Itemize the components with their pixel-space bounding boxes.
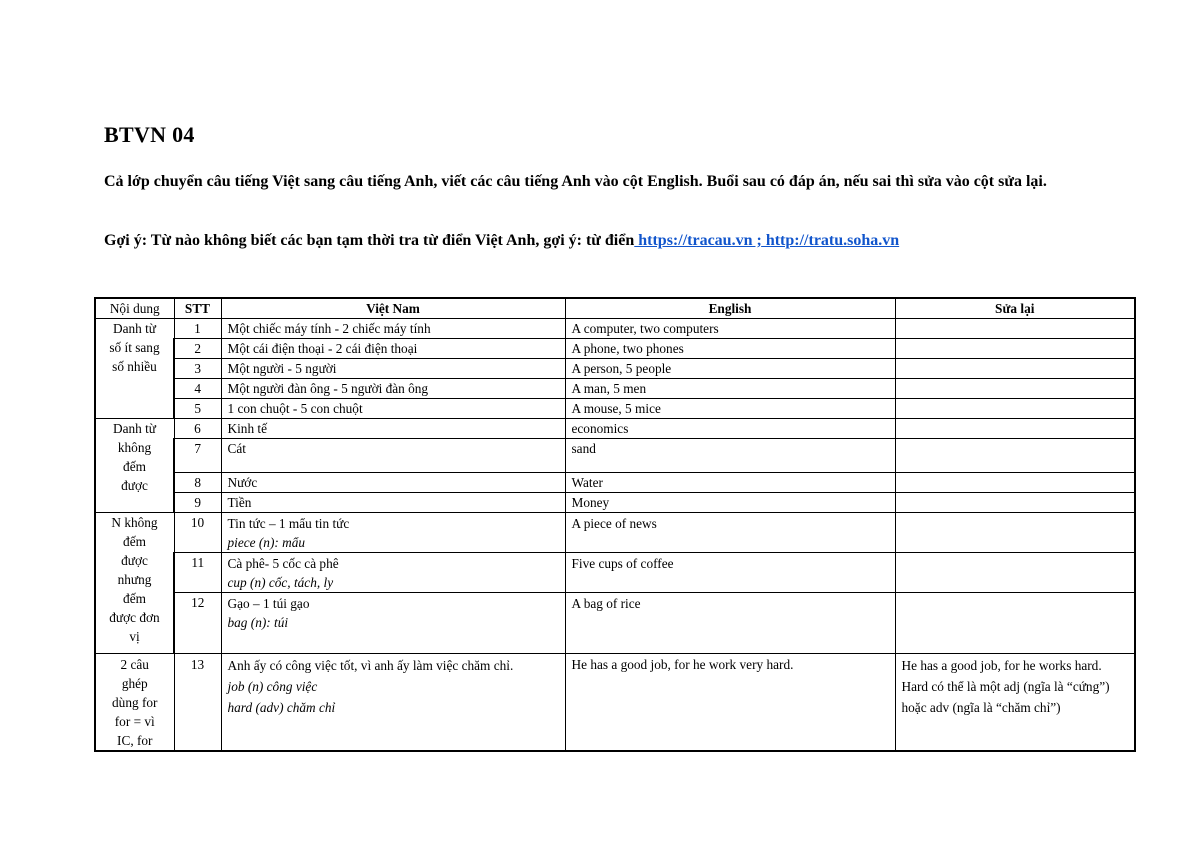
tratu-link[interactable]: http://tratu.soha.vn <box>761 232 900 249</box>
vietnam-cell: Một cái điện thoại - 2 cái điện thoại <box>221 339 565 359</box>
stt-cell: 4 <box>174 379 221 399</box>
category-cell: 2 câu ghép dùng for for = vì IC, for <box>95 654 174 752</box>
fix-cell[interactable] <box>895 513 1135 553</box>
header-english: English <box>565 298 895 319</box>
english-cell[interactable]: Five cups of coffee <box>565 553 895 593</box>
hint-paragraph <box>104 230 1114 252</box>
header-fix: Sửa lại <box>895 298 1135 319</box>
vietnam-cell: Anh ấy có công việc tốt, vì anh ấy làm việc chăm chỉ. job (n) công việc hard (adv) chăm chỉ <box>221 654 565 752</box>
category-cell: Danh từ số ít sang số nhiều <box>95 319 174 419</box>
english-cell[interactable]: He has a good job, for he work very hard. <box>565 654 895 752</box>
english-cell[interactable]: A piece of news <box>565 513 895 553</box>
table-row <box>95 473 1135 493</box>
stt-cell: 12 <box>174 593 221 654</box>
table-header-row <box>95 298 1135 319</box>
fix-cell[interactable] <box>895 439 1135 473</box>
stt-cell: 1 <box>174 319 221 339</box>
vocab-note: piece (n): mẩu <box>227 535 306 550</box>
stt-cell: 5 <box>174 399 221 419</box>
table-row <box>95 493 1135 513</box>
vietnam-cell: Cát <box>221 439 565 473</box>
table-row <box>95 439 1135 473</box>
table-row <box>95 654 1135 752</box>
stt-cell: 9 <box>174 493 221 513</box>
vietnam-cell: Gạo – 1 túi gạo bag (n): túi <box>221 593 565 654</box>
fix-cell[interactable] <box>895 339 1135 359</box>
table-row <box>95 379 1135 399</box>
table-row <box>95 359 1135 379</box>
stt-cell: 7 <box>174 439 221 473</box>
english-cell[interactable]: A man, 5 men <box>565 379 895 399</box>
vietnam-cell: Một người - 5 người <box>221 359 565 379</box>
english-cell[interactable]: A mouse, 5 mice <box>565 399 895 419</box>
fix-cell[interactable] <box>895 319 1135 339</box>
fix-cell[interactable] <box>895 593 1135 654</box>
fix-cell[interactable] <box>895 379 1135 399</box>
stt-cell: 10 <box>174 513 221 553</box>
category-cell: Danh từ không đếm được <box>95 419 174 513</box>
stt-cell: 8 <box>174 473 221 493</box>
page-title: BTVN 04 <box>104 122 195 147</box>
header-category: Nội dung <box>95 298 174 319</box>
vietnam-cell: 1 con chuột - 5 con chuột <box>221 399 565 419</box>
stt-cell: 3 <box>174 359 221 379</box>
fix-cell[interactable] <box>895 359 1135 379</box>
vietnam-cell: Một người đàn ông - 5 người đàn ông <box>221 379 565 399</box>
table-row <box>95 513 1135 553</box>
vietnam-cell: Kinh tế <box>221 419 565 439</box>
vietnam-cell: Một chiếc máy tính - 2 chiếc máy tính <box>221 319 565 339</box>
table-row <box>95 399 1135 419</box>
table-row <box>95 339 1135 359</box>
hint-text: Gợi ý: Từ nào không biết các bạn tạm thời tra từ điển Việt Anh, gợi ý: từ điển <box>104 232 635 249</box>
vocab-note: cup (n) cốc, tách, ly <box>227 575 334 590</box>
english-cell[interactable]: A person, 5 people <box>565 359 895 379</box>
vocab-note: bag (n): túi <box>227 615 289 630</box>
tracau-link[interactable]: https://tracau.vn <box>634 232 753 249</box>
vietnam-cell: Nước <box>221 473 565 493</box>
vocab-note: hard (adv) chăm chỉ <box>227 700 336 715</box>
category-cell: N không đếm được nhưng đếm được đơn vị <box>95 513 174 654</box>
english-cell[interactable]: A computer, two computers <box>565 319 895 339</box>
worksheet-table <box>94 297 1136 752</box>
fix-cell[interactable] <box>895 399 1135 419</box>
stt-cell: 11 <box>174 553 221 593</box>
english-cell[interactable]: A phone, two phones <box>565 339 895 359</box>
english-cell[interactable]: Water <box>565 473 895 493</box>
english-cell[interactable]: Money <box>565 493 895 513</box>
fix-cell[interactable] <box>895 553 1135 593</box>
vietnam-cell: Tin tức – 1 mẩu tin tức piece (n): mẩu <box>221 513 565 553</box>
vietnam-cell: Tiền <box>221 493 565 513</box>
english-cell[interactable]: economics <box>565 419 895 439</box>
header-stt: STT <box>174 298 221 319</box>
table-row <box>95 319 1135 339</box>
english-cell[interactable]: A bag of rice <box>565 593 895 654</box>
english-cell[interactable]: sand <box>565 439 895 473</box>
stt-cell: 2 <box>174 339 221 359</box>
instructions-paragraph: Cả lớp chuyển câu tiếng Việt sang câu tiếng Anh, viết các câu tiếng Anh vào cột English. Buổi sau có đáp án, nếu sai thì sửa vào cột sửa lại. <box>104 173 1047 190</box>
table-row <box>95 593 1135 654</box>
stt-cell: 13 <box>174 654 221 752</box>
fix-cell[interactable] <box>895 473 1135 493</box>
vocab-note: job (n) công việc <box>227 679 318 694</box>
link-separator: ; <box>752 232 762 249</box>
table-row <box>95 553 1135 593</box>
header-vietnam: Việt Nam <box>221 298 565 319</box>
fix-cell[interactable]: He has a good job, for he works hard. Hard có thể là một adj (ngĩa là “cứng”) hoặc adv (ngĩa là “chăm chỉ”) <box>895 654 1135 752</box>
stt-cell: 6 <box>174 419 221 439</box>
vietnam-cell: Cà phê- 5 cốc cà phê cup (n) cốc, tách, ly <box>221 553 565 593</box>
table-row <box>95 419 1135 439</box>
fix-cell[interactable] <box>895 493 1135 513</box>
fix-cell[interactable] <box>895 419 1135 439</box>
